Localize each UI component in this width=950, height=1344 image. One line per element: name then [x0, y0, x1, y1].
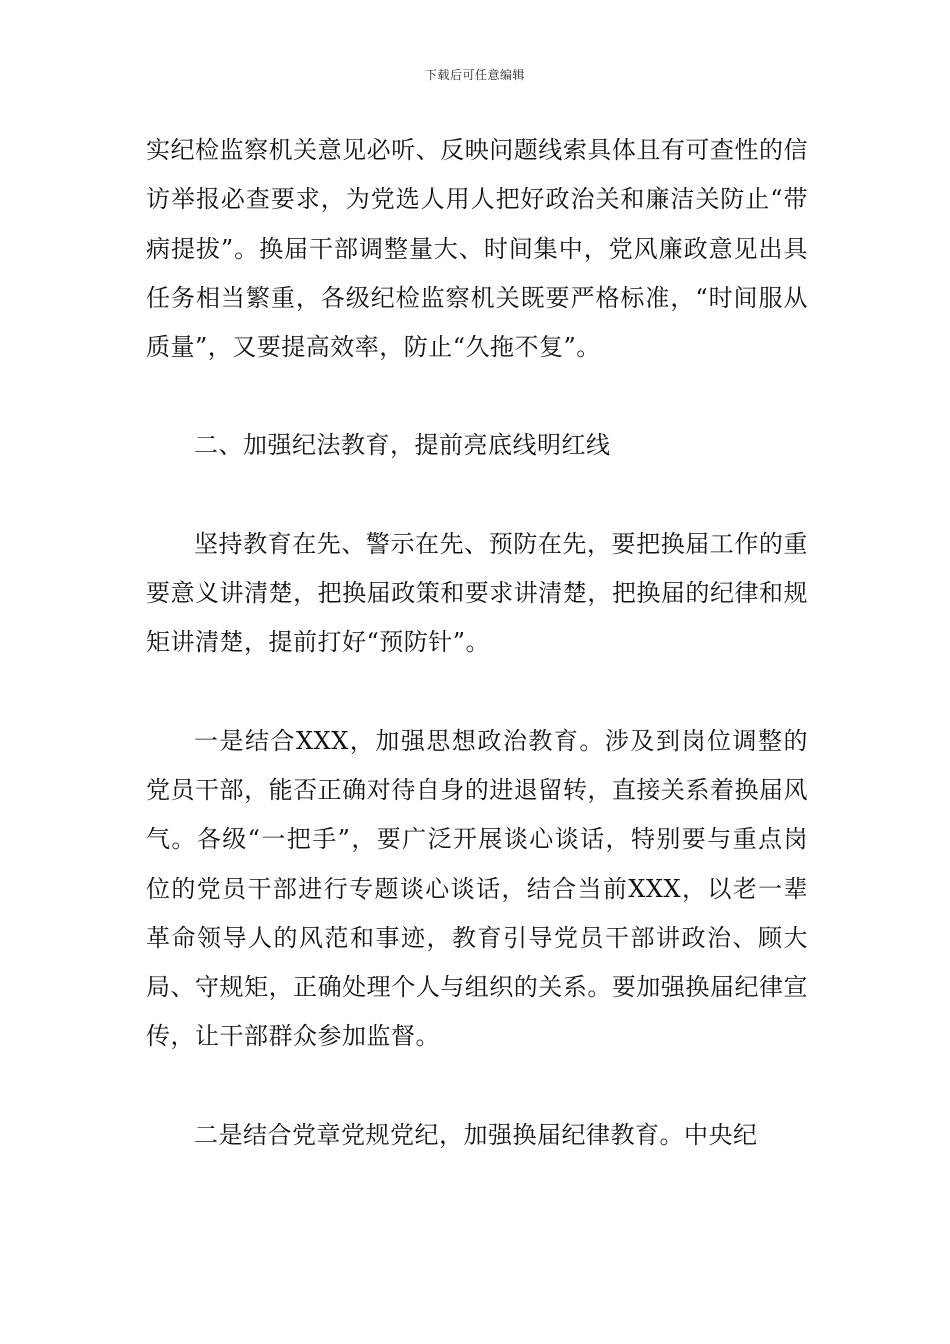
document-body [146, 126, 808, 1160]
paragraph-4: 二是结合党章党规党纪，加强换届纪律教育。中央纪 [194, 1120, 758, 1149]
paragraph-gap [146, 372, 808, 421]
paragraph-1: 实纪检监察机关意见必听、反映问题线索具体且有可查性的信访举报必查要求，为党选人用人把好政治关和廉洁关防止“带病提拔”。换届干部调整量大、时间集中，党风廉政意见出具任务相当繁重，各级纪检监察机关既要严格标准，“时间服从质量”，又要提高效率，防止“久拖不复”。 [146, 136, 808, 362]
paragraph-gap [146, 471, 808, 520]
paragraph-3: 一是结合XXX，加强思想政治教育。涉及到岗位调整的党员干部，能否正确对待自身的进退留转，直接关系着换届风气。各级“一把手”，要广泛开展谈心谈话，特别要与重点岗位的党员干部进行专题谈心谈话，结合当前XXX，以老一辈革命领导人的风范和事迹，教育引导党员干部讲政治、顾大局、守规矩，正确处理个人与组织的关系。要加强换届纪律宣传，让干部群众参加监督。 [146, 726, 808, 1051]
paragraph-2: 坚持教育在先、警示在先、预防在先，要把换届工作的重要意义讲清楚，把换届政策和要求讲清楚，把换届的纪律和规矩讲清楚，提前打好“预防针”。 [146, 529, 808, 657]
paragraph-gap [146, 1062, 808, 1111]
header-note: 下载后可任意编辑 [424, 68, 525, 82]
paragraph-gap [146, 668, 808, 717]
section-heading: 二、加强纪法教育，提前亮底线明红线 [194, 431, 611, 460]
